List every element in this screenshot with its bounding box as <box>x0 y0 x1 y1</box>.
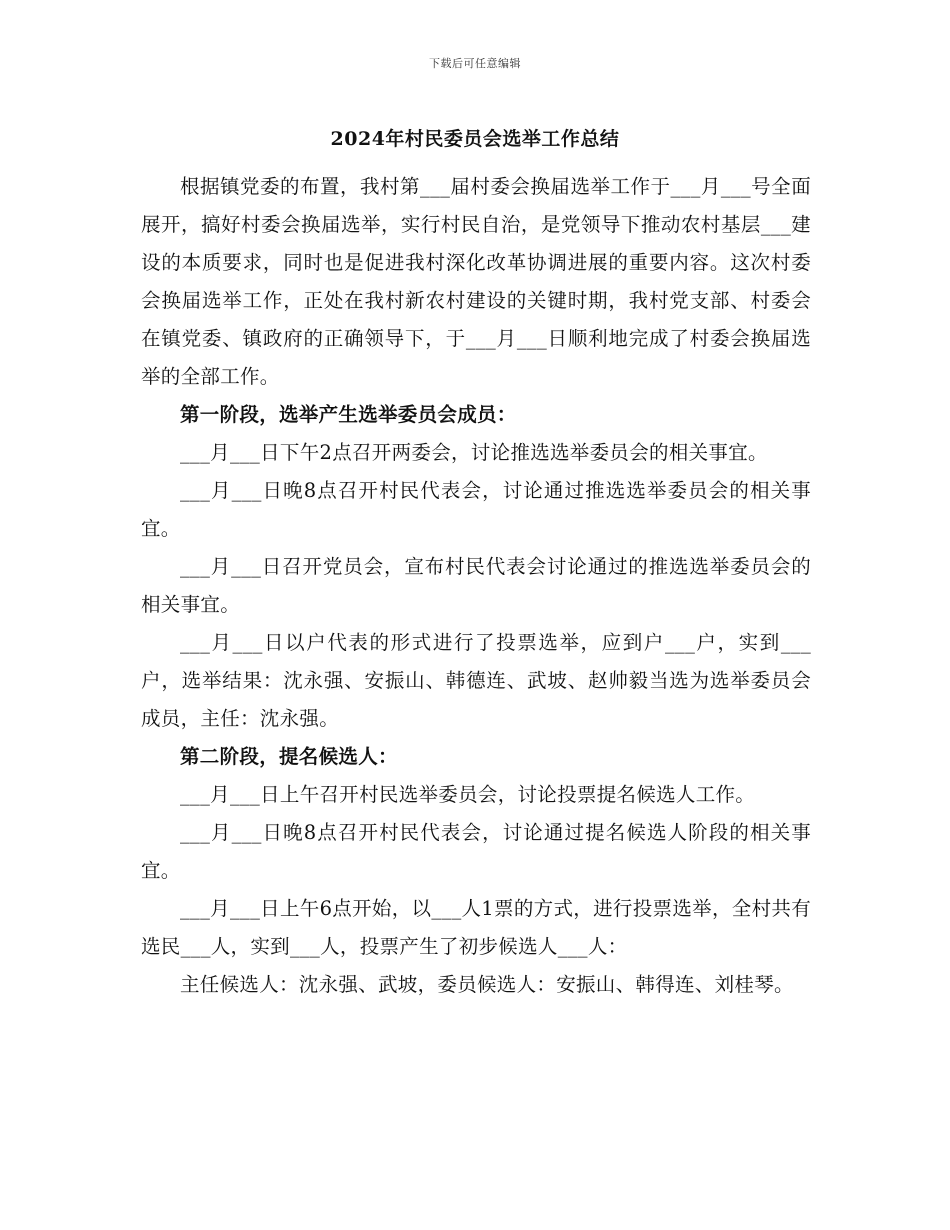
document-body <box>141 168 811 1004</box>
body-paragraph: ___月___日上午6点开始，以___人1票的方式，进行投票选举，全村共有选民___人，实到___人，投票产生了初步候选人___人： <box>141 897 811 958</box>
body-paragraph: ___月___日下午2点召开两委会，讨论推选选举委员会的相关事宜。 <box>180 441 768 464</box>
section-heading-stage-two: 第二阶段，提名候选人： <box>180 745 398 768</box>
intro-paragraph: 根据镇党委的布置，我村第___届村委会换届选举工作于___月___号全面展开，搞好村委会换届选举，实行村民自治，是党领导下推动农村基层___建设的本质要求，同时也是促进我村深化改革协调进展的重要内容。这次村委会换届选举工作，正处在我村新农村建设的关键时期，我村党支部、村委会在镇党委、镇政府的正确领导下，于___月___日顺利地完成了村委会换届选举的全部工作。 <box>141 175 811 388</box>
body-paragraph: ___月___日晚8点召开村民代表会，讨论通过推选选举委员会的相关事宜。 <box>141 479 811 540</box>
body-paragraph: ___月___日以户代表的形式进行了投票选举，应到户___户，实到___户，选举结果：沈永强、安振山、韩德连、武坡、赵帅毅当选为选举委员会成员，主任：沈永强。 <box>141 631 811 730</box>
document-title: 2024年村民委员会选举工作总结 <box>330 128 620 150</box>
section-heading-stage-one: 第一阶段，选举产生选举委员会成员： <box>180 403 517 426</box>
body-paragraph: 主任候选人：沈永强、武坡，委员候选人：安振山、韩得连、刘桂琴。 <box>180 973 794 996</box>
body-paragraph: ___月___日上午召开村民选举委员会，讨论投票提名候选人工作。 <box>180 783 756 806</box>
body-paragraph: ___月___日召开党员会，宣布村民代表会讨论通过的推选选举委员会的相关事宜。 <box>141 555 811 616</box>
download-note: 下载后可任意编辑 <box>429 57 521 70</box>
body-paragraph: ___月___日晚8点召开村民代表会，讨论通过提名候选人阶段的相关事宜。 <box>141 821 811 882</box>
